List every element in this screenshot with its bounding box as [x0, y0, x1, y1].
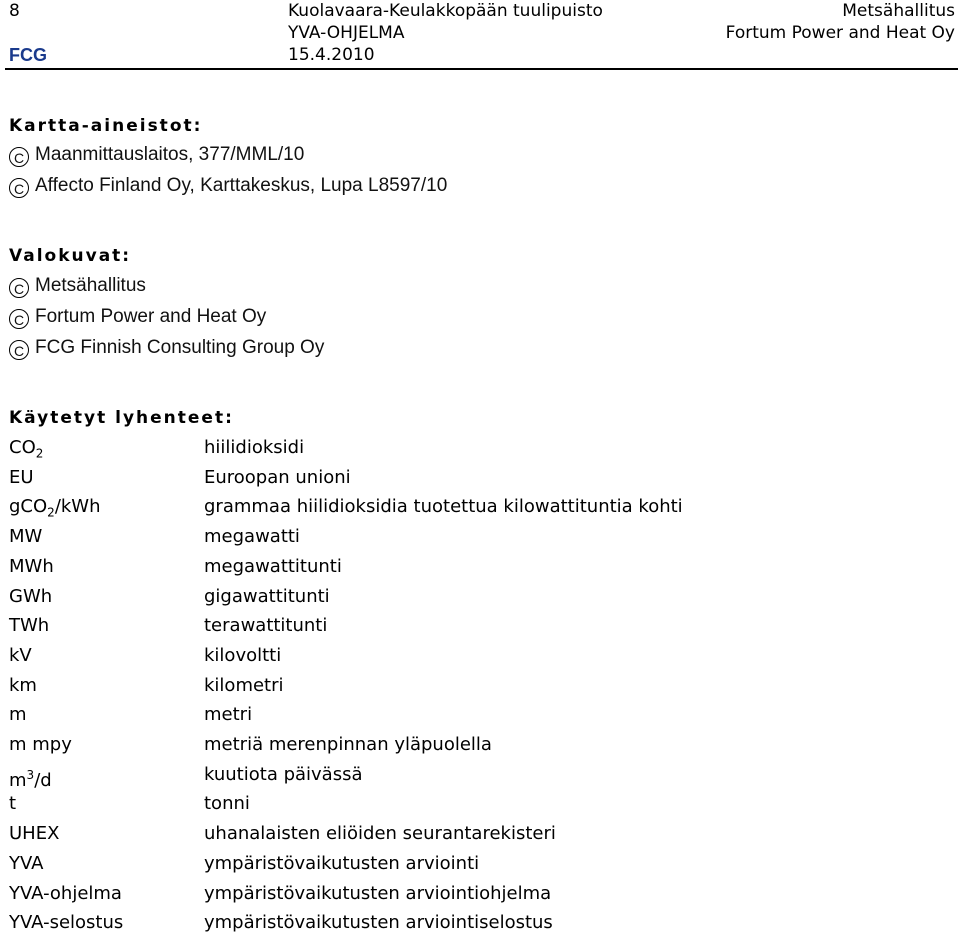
copyright-icon: C — [9, 147, 29, 167]
abbreviation-definition: Euroopan unioni — [204, 466, 351, 488]
abbreviation-term: GWh — [9, 585, 53, 607]
document-type: YVA-OHJELMA — [288, 23, 405, 43]
abbreviation-definition: megawattitunti — [204, 555, 342, 577]
abbreviation-term: YVA-ohjelma — [9, 882, 122, 904]
abbreviation-term: YVA — [9, 852, 44, 874]
abbreviation-definition: kilometri — [204, 674, 284, 696]
abbreviation-definition: gigawattitunti — [204, 585, 330, 607]
abbreviation-definition: metriä merenpinnan yläpuolella — [204, 734, 492, 755]
fcg-logo: FCG — [9, 45, 47, 65]
abbreviation-definition: terawattitunti — [204, 615, 328, 637]
abbreviation-term: $CO_2$ — [9, 437, 44, 461]
abbreviation-definition: kilovoltti — [204, 644, 282, 666]
abbreviation-definition: metri — [204, 704, 253, 726]
abbreviations-section-title: Käytetyt lyhenteet: — [9, 408, 234, 428]
abbreviation-term: m — [9, 704, 27, 726]
abbreviation-term: UHEX — [9, 823, 60, 845]
photo-credit-item — [9, 336, 324, 360]
abbreviation-term: kV — [9, 644, 32, 666]
copyright-icon: C — [9, 278, 29, 298]
abbreviation-term: t — [9, 793, 17, 815]
abbreviation-term: km — [9, 674, 37, 696]
project-name: Kuolavaara-Keulakkopään tuulipuisto — [288, 1, 603, 21]
abbreviation-definition: kuutiota päivässä — [204, 763, 363, 785]
abbreviation-definition: tonni — [204, 793, 250, 815]
abbreviation-definition: grammaa hiilidioksidia tuotettua kilowattituntia kohti — [204, 496, 683, 518]
abbreviation-definition: ympäristövaikutusten arviointi — [204, 852, 480, 874]
page-header — [0, 0, 960, 70]
photos-section-title: Valokuvat: — [9, 246, 132, 266]
organization-1: Metsähallitus — [842, 1, 955, 21]
abbreviation-definition: ympäristövaikutusten arviointiselostus — [204, 912, 553, 934]
photo-credit-text: FCG Finnish Consulting Group Oy — [35, 337, 325, 358]
copyright-icon: C — [9, 340, 29, 360]
copyright-icon: C — [9, 309, 29, 329]
map-credit-item — [9, 174, 447, 198]
photo-credit-text: Fortum Power and Heat Oy — [35, 306, 267, 327]
abbreviation-term: MW — [9, 526, 43, 548]
document-date: 15.4.2010 — [288, 45, 375, 65]
page-number: 8 — [9, 1, 20, 21]
abbreviation-term: gCO$_2$/kWh — [9, 496, 101, 520]
abbreviation-term: EU — [9, 466, 34, 488]
abbreviation-definition: ympäristövaikutusten arviointiohjelma — [204, 882, 552, 904]
abbreviation-term: YVA-selostus — [9, 912, 124, 934]
map-credit-text: Maanmittauslaitos, 377/MML/10 — [35, 144, 305, 165]
copyright-icon: C — [9, 178, 29, 198]
abbreviation-term: MWh — [9, 555, 54, 577]
abbreviation-term: $m^3/d$ — [9, 767, 52, 791]
abbreviation-definition: uhanalaisten eliöiden seurantarekisteri — [204, 823, 556, 845]
abbreviation-definition: megawatti — [204, 526, 300, 548]
photo-credit-item — [9, 305, 266, 329]
maps-section-title: Kartta-aineistot: — [9, 116, 203, 136]
header-divider — [5, 68, 958, 70]
organization-2: Fortum Power and Heat Oy — [725, 23, 955, 43]
abbreviation-definition: hiilidioksidi — [204, 437, 305, 458]
map-credit-item — [9, 143, 304, 167]
abbreviation-term: m mpy — [9, 734, 72, 755]
abbreviation-term: TWh — [9, 615, 50, 637]
photo-credit-item — [9, 274, 146, 298]
map-credit-text: Affecto Finland Oy, Karttakeskus, Lupa L8597/10 — [35, 175, 448, 196]
photo-credit-text: Metsähallitus — [35, 275, 146, 296]
